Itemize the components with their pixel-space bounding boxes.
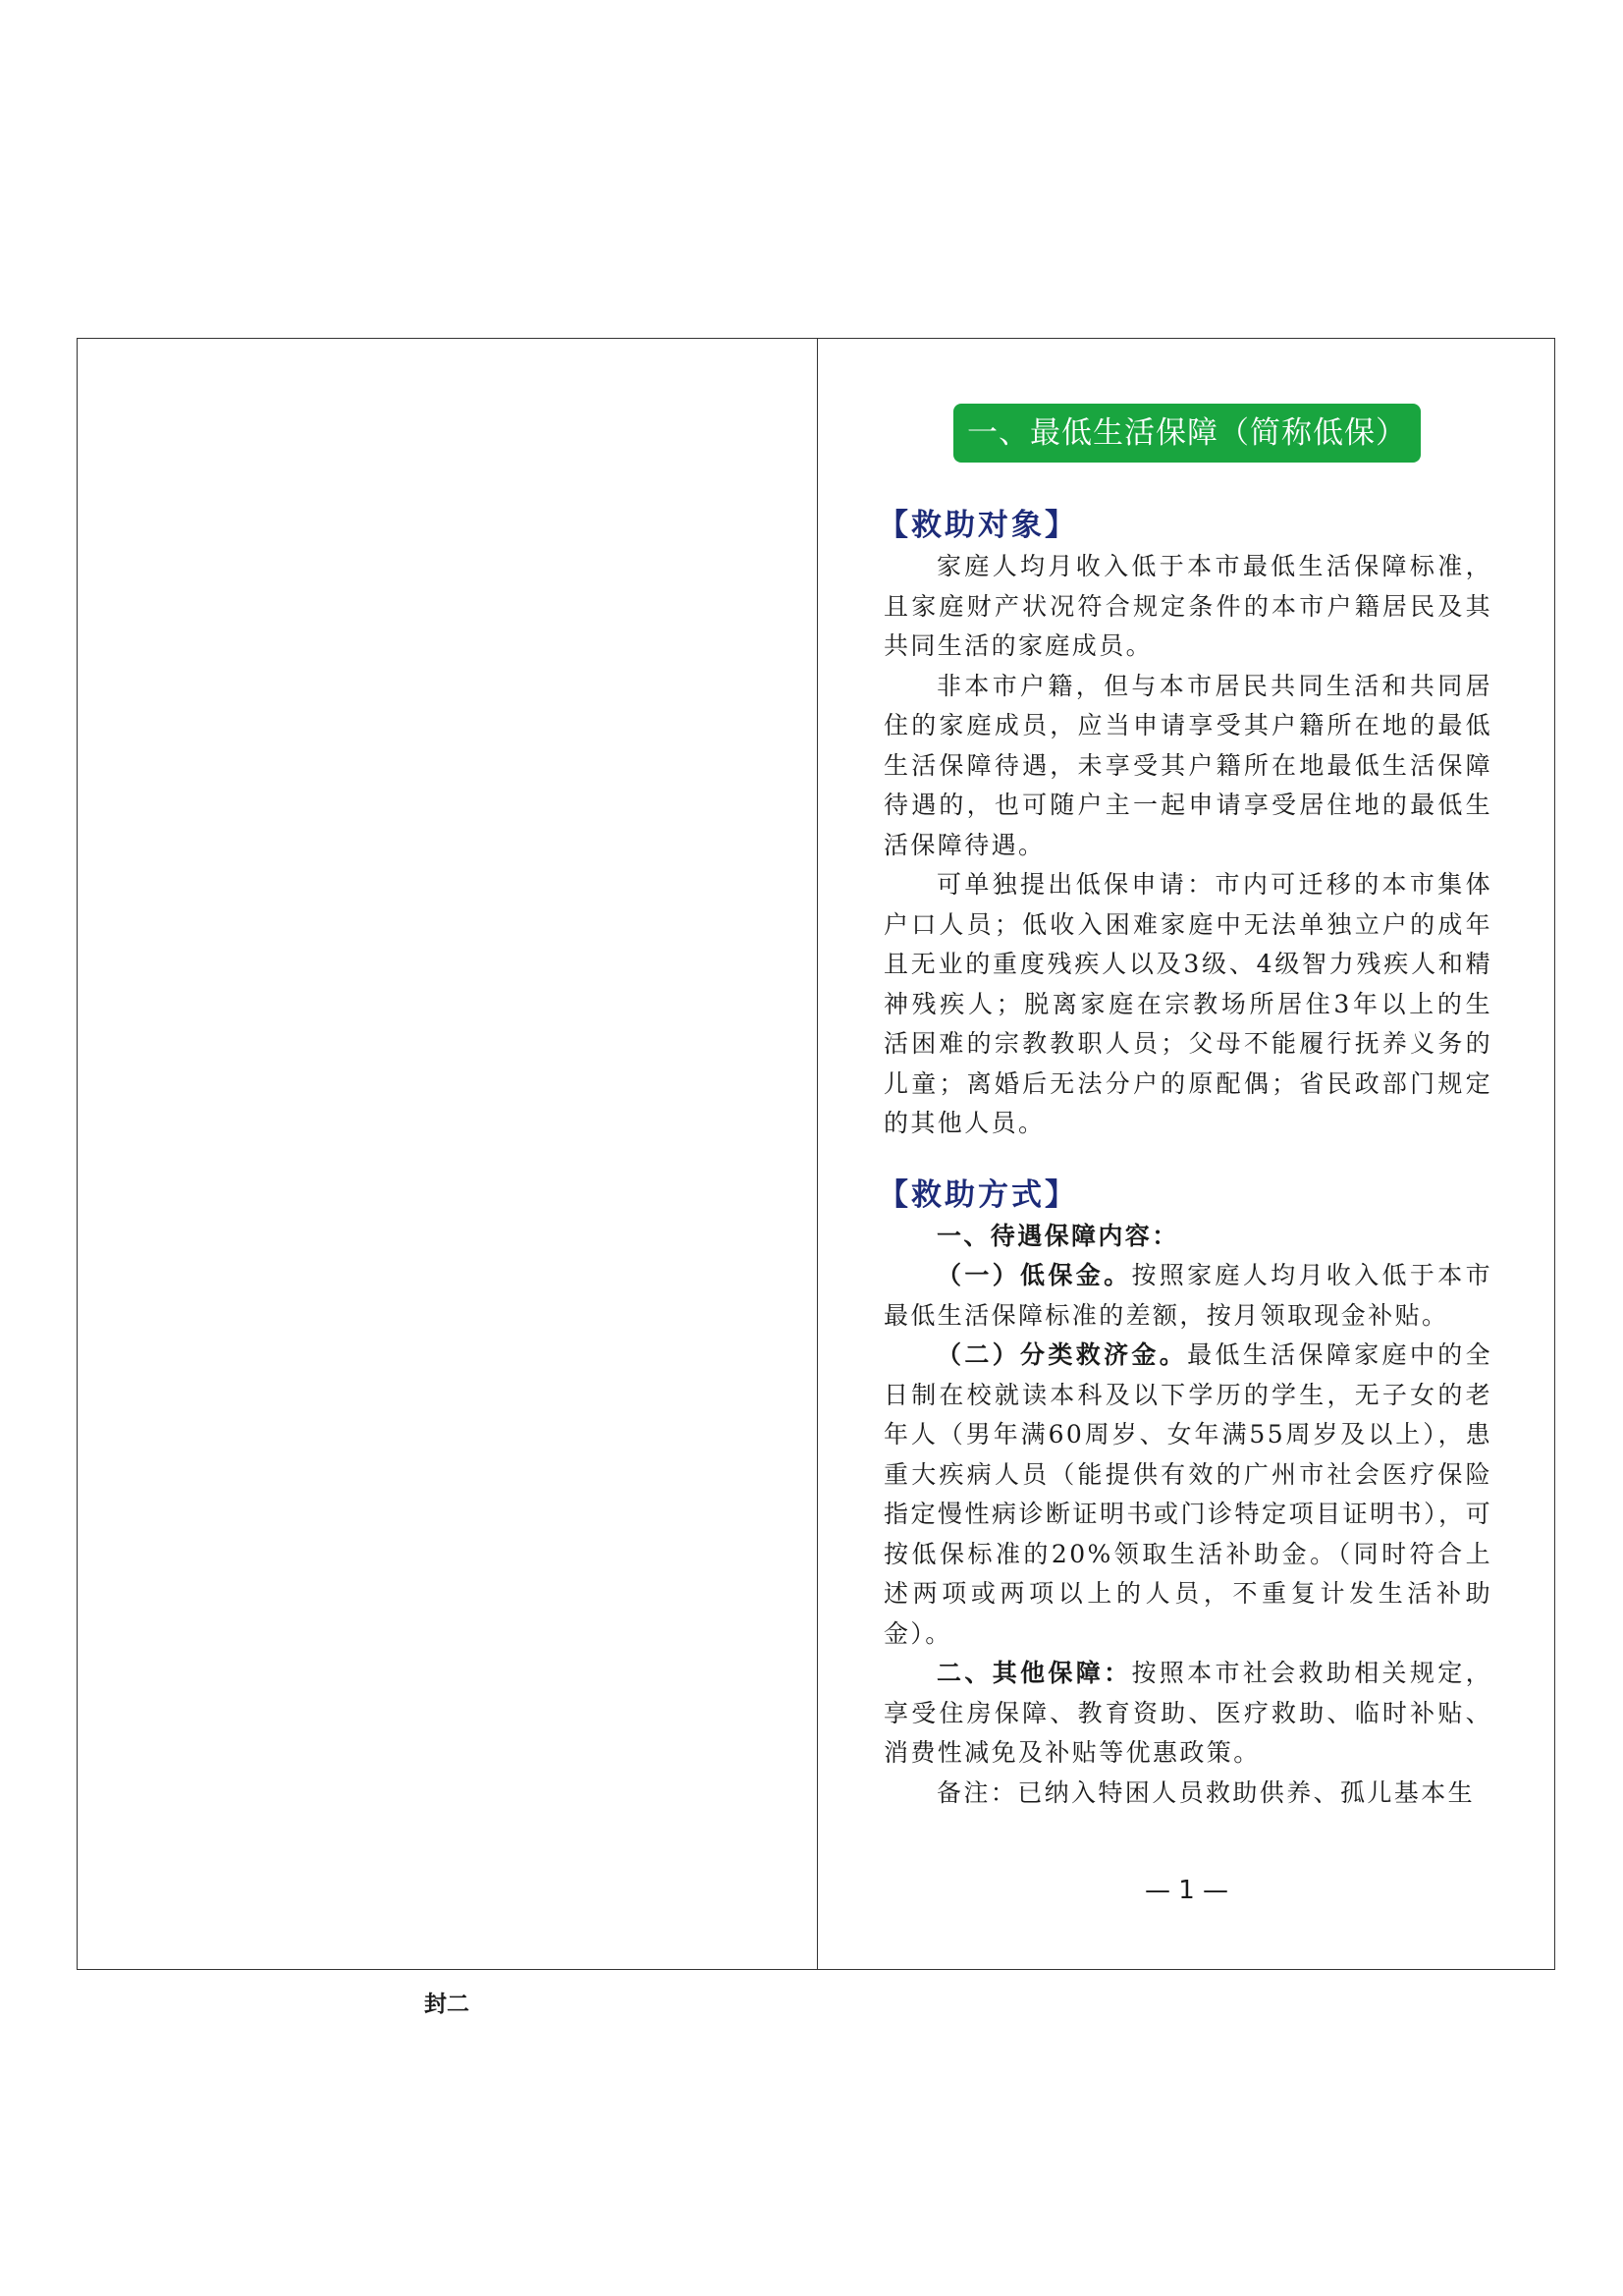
targets-paragraph-1: 家庭人均月收入低于本市最低生活保障标准，且家庭财产状况符合规定条件的本市户籍居民及其共同生活的家庭成员。	[884, 552, 1492, 660]
booklet-spread	[77, 338, 1555, 1970]
methods-item-2	[884, 1336, 1492, 1654]
targets-paragraph-3: 可单独提出低保申请：市内可迁移的本市集体户口人员；低收入困难家庭中无法单独立户的成年且无业的重度残疾人以及3级、4级智力残疾人和精神残疾人；脱离家庭在宗教场所居住3年以上的生活困难的宗教教职人员；父母不能履行抚养义务的儿童；离婚后无法分户的原配偶；省民政部门规定的其他人员。	[884, 870, 1492, 1137]
right-page	[819, 339, 1554, 1969]
other-text: 按照本市社会救助相关规定，享受住房保障、教育资助、医疗救助、临时补贴、消费性减免及补贴等优惠政策。	[884, 1659, 1492, 1767]
item-1-text: 按照家庭人均月收入低于本市最低生活保障标准的差额，按月领取现金补贴。	[884, 1261, 1492, 1330]
methods-subtitle-1: 一、待遇保障内容：	[937, 1221, 1179, 1250]
heading-methods: 【救助方式】	[878, 1176, 1078, 1213]
other-label: 二、其他保障：	[937, 1659, 1132, 1687]
page-divider	[817, 339, 818, 1969]
page-content	[878, 504, 1492, 1813]
targets-paragraph-2: 非本市户籍，但与本市居民共同生活和共同居住的家庭成员，应当申请享受其户籍所在地的最低生活保障待遇，未享受其户籍所在地最低生活保障待遇的，也可随户主一起申请享受居住地的最低生活保障待遇。	[884, 671, 1492, 859]
section-title-banner: 一、最低生活保障（简称低保）	[953, 404, 1421, 463]
left-page-blank	[78, 339, 817, 1969]
heading-targets: 【救助对象】	[878, 508, 1078, 543]
item-1-label: （一）低保金。	[937, 1261, 1132, 1289]
cover-label: 封二	[424, 1992, 469, 2017]
methods-note: 备注：已纳入特困人员救助供养、孤儿基本生	[937, 1777, 1476, 1807]
methods-item-1	[884, 1256, 1492, 1336]
page-number: — 1 —	[1144, 1876, 1229, 1905]
item-2-label: （二）分类救济金。	[937, 1340, 1188, 1369]
item-2-text: 最低生活保障家庭中的全日制在校就读本科及以下学历的学生，无子女的老年人（男年满60周岁、女年满55周岁及以上），患重大疾病人员（能提供有效的广州市社会医疗保险指定慢性病诊断证明书或门诊特定项目证明书），可按低保标准的20%领取生活补助金。（同时符合上述两项或两项以上的人员，不重复计发生活补助金）。	[884, 1340, 1492, 1648]
methods-item-other	[884, 1654, 1492, 1774]
